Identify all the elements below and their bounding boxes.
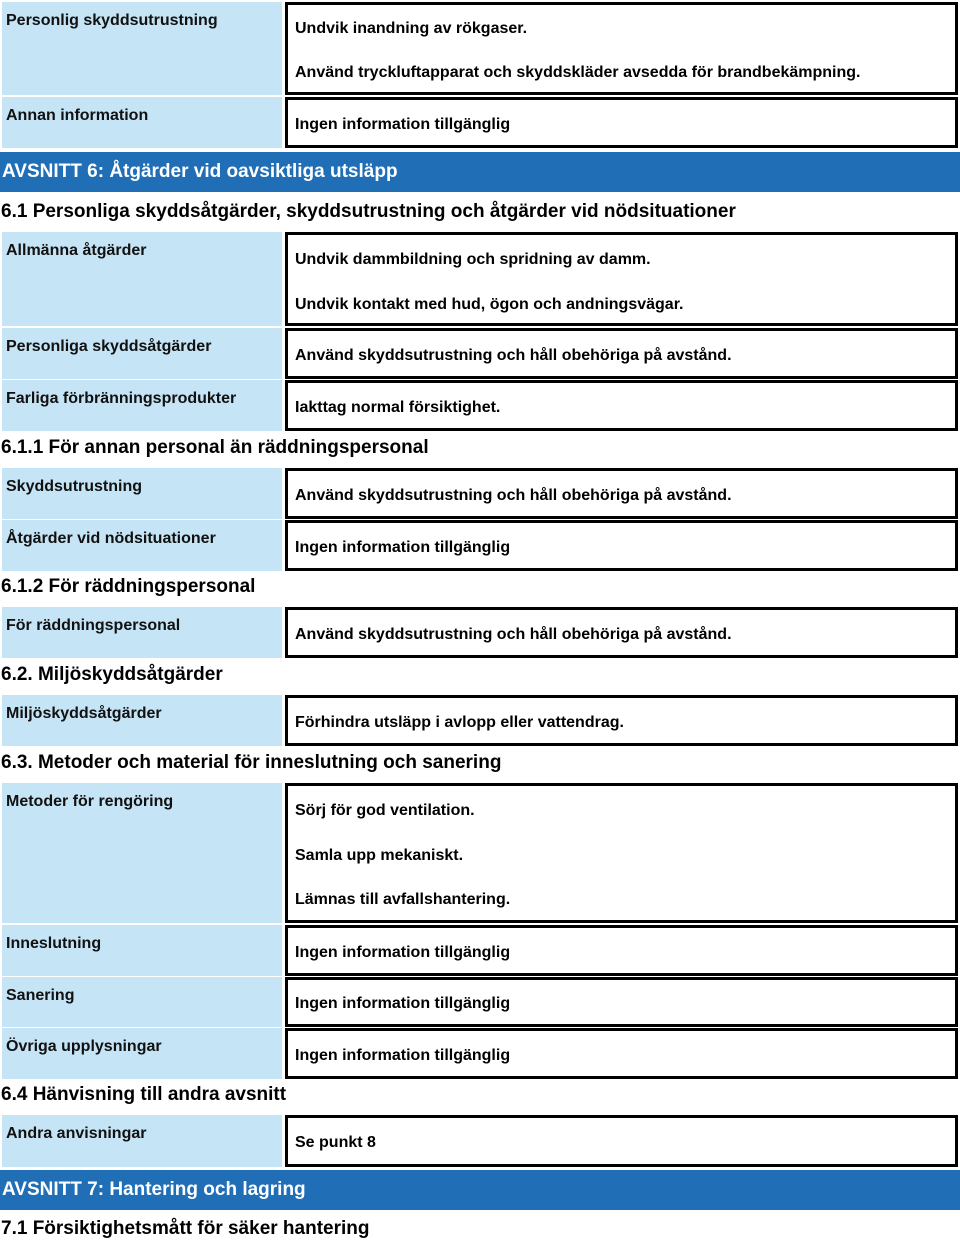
field-value: [285, 97, 958, 148]
field-label: Annan information: [2, 97, 282, 148]
field-label: Allmänna åtgärder: [2, 232, 282, 326]
value-line: Undvik dammbildning och spridning av damm.: [295, 251, 651, 268]
row-miljoskyddsatgarder: [2, 695, 958, 746]
subheading-6-1-1: 6.1.1 För annan personal än räddningspersonal: [1, 437, 429, 458]
row-for-raddningspersonal: [2, 607, 958, 658]
subheading-6-4: 6.4 Hänvisning till andra avsnitt: [1, 1084, 287, 1105]
field-value: [285, 925, 958, 976]
field-label: Miljöskyddsåtgärder: [2, 695, 282, 746]
field-label: Farliga förbränningsprodukter: [2, 380, 282, 431]
subheading-6-1: 6.1 Personliga skyddsåtgärder, skyddsutrustning och åtgärder vid nödsituationer: [1, 201, 736, 222]
field-label: Personliga skyddsåtgärder: [2, 328, 282, 379]
field-label: Sanering: [2, 977, 282, 1027]
value-line: Använd skyddsutrustning och håll obehöriga på avstånd.: [295, 626, 732, 643]
subheading-6-2: 6.2. Miljöskyddsåtgärder: [1, 664, 223, 685]
subheading-7-1: 7.1 Försiktighetsmått för säker hantering: [1, 1218, 370, 1239]
field-label: För räddningspersonal: [2, 607, 282, 658]
value-line: Samla upp mekaniskt.: [295, 847, 464, 864]
value-line: Använd tryckluftapparat och skyddskläder avsedda för brandbekämpning.: [295, 64, 861, 81]
value-line: Ingen information tillgänglig: [295, 116, 511, 133]
row-ovriga-upplysningar: [2, 1028, 958, 1079]
field-value: [285, 695, 958, 746]
row-skyddsutrustning: [2, 468, 958, 519]
field-label: Övriga upplysningar: [2, 1028, 282, 1079]
field-value: [285, 1028, 958, 1079]
value-line: Se punkt 8: [295, 1134, 376, 1151]
row-sanering: [2, 977, 958, 1027]
row-metoder-rengoring: [2, 783, 958, 923]
value-line: Ingen information tillgänglig: [295, 995, 511, 1012]
field-label: Åtgärder vid nödsituationer: [2, 520, 282, 571]
field-label: Inneslutning: [2, 925, 282, 976]
row-allmanna-atgarder: [2, 232, 958, 326]
row-inneslutning: [2, 925, 958, 976]
row-farliga-forbranningsprodukter: [2, 380, 958, 431]
value-line: Förhindra utsläpp i avlopp eller vattendrag.: [295, 714, 624, 731]
field-label: Skyddsutrustning: [2, 468, 282, 519]
value-line: Iakttag normal försiktighet.: [295, 399, 501, 416]
subheading-6-1-2: 6.1.2 För räddningspersonal: [1, 576, 256, 597]
field-value: [285, 977, 958, 1027]
row-personlig-skyddsutrustning: [2, 2, 958, 95]
value-line: Undvik inandning av rökgaser.: [295, 20, 528, 37]
value-line: Sörj för god ventilation.: [295, 802, 475, 819]
subheading-6-3: 6.3. Metoder och material för inneslutning och sanering: [1, 752, 502, 773]
value-line: Använd skyddsutrustning och håll obehöriga på avstånd.: [295, 487, 732, 504]
section-heading-avsnitt-6: AVSNITT 6: Åtgärder vid oavsiktliga utsläpp: [0, 152, 960, 192]
field-value: [285, 783, 958, 923]
value-line: Använd skyddsutrustning och håll obehöriga på avstånd.: [295, 347, 732, 364]
field-value: [285, 520, 958, 571]
field-label: Personlig skyddsutrustning: [2, 2, 282, 95]
value-line: Ingen information tillgänglig: [295, 539, 511, 556]
field-value: [285, 607, 958, 658]
field-value: [285, 1115, 958, 1167]
field-label: Metoder för rengöring: [2, 783, 282, 923]
field-value: [285, 2, 958, 95]
row-personliga-skyddsatgarder: [2, 328, 958, 379]
field-value: [285, 328, 958, 379]
row-atgarder-nodsituationer: [2, 520, 958, 571]
row-andra-anvisningar: [2, 1115, 958, 1167]
field-value: [285, 232, 958, 326]
value-line: Undvik kontakt med hud, ögon och andningsvägar.: [295, 296, 684, 313]
field-value: [285, 380, 958, 431]
field-label: Andra anvisningar: [2, 1115, 282, 1167]
value-line: Ingen information tillgänglig: [295, 944, 511, 961]
field-value: [285, 468, 958, 519]
row-annan-information: [2, 97, 958, 148]
section-heading-avsnitt-7: AVSNITT 7: Hantering och lagring: [0, 1170, 960, 1210]
value-line: Lämnas till avfallshantering.: [295, 891, 511, 908]
value-line: Ingen information tillgänglig: [295, 1047, 511, 1064]
